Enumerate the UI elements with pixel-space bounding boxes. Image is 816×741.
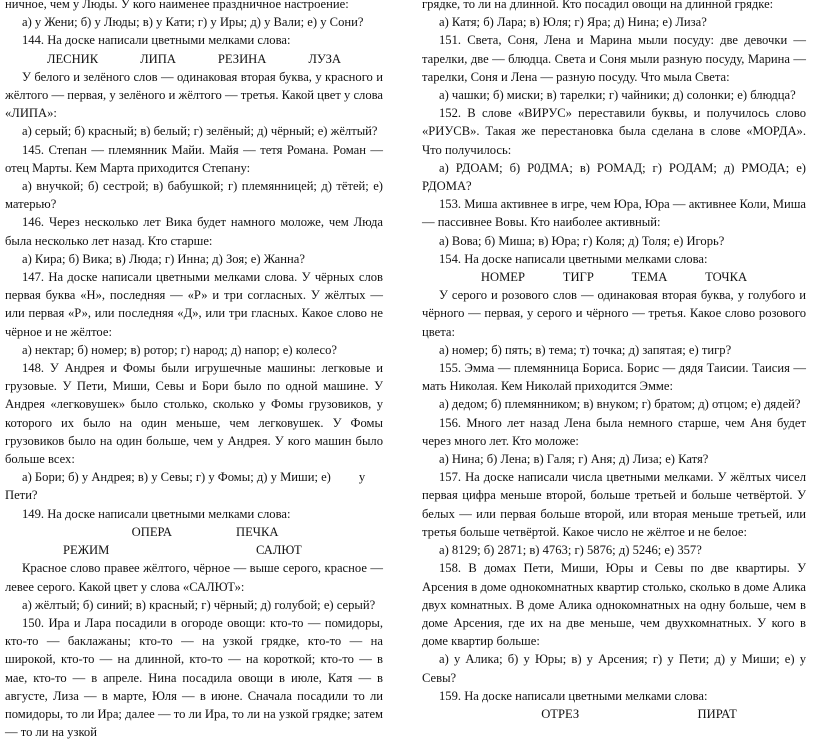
question-149: 149. На доске написали цветными мелками слова: <box>22 506 291 521</box>
word: ТОЧКА <box>705 270 748 285</box>
question-149-text: Красное слово правее жёлтого, чёрное — выше серого, красное — левее серого. Какой цвет у слова «САЛЮТ»: <box>5 561 383 594</box>
word-list-154 <box>422 268 806 286</box>
answer-text: а) Бори; б) у Андрея; в) у Севы; г) у Фомы; д) у Миши; е) <box>22 470 331 485</box>
answer-text: у <box>358 470 366 485</box>
word-list-159 <box>422 705 806 723</box>
right-column <box>422 0 806 723</box>
question-150: 150. Ира и Лара посадили в огороде овощи: кто-то — помидоры, кто-то — баклажаны; кто-то — на узкой грядке, кто-то — на широкой, кто-то — на длинной, кто-то — на короткой; кто-то — в мае, кто-то — в апреле. Нина посадила овощи в июле, Катя — в августе, Лиза — в марте, Юля — в июне. Сначала посадили то ли помидоры, то ли Ира; далее — то ли Ира, то ли на узкой грядке; затем — то ли на узкой <box>5 615 383 740</box>
question-159: 159. На доске написали цветными мелками слова: <box>439 688 708 703</box>
word: ЛИПА <box>140 51 176 66</box>
answer-options: а) жёлтый; б) синий; в) красный; г) чёрный; д) голубой; е) серый? <box>22 597 376 612</box>
answer-options: а) у Алика; б) у Юры; в) у Арсения; г) у Пети; д) у Миши; е) у Севы? <box>422 652 806 685</box>
question-157: 157. На доске написали числа цветными мелками. У жёлтых чисел первая цифра меньше второй, больше третьей и больше четвёртой. У белых — или первая больше второй, или вторая меньше третьей, или третья больше четвёртой. Какое число не жёлтое и не белое: <box>422 470 806 539</box>
answer-options: а) номер; б) пять; в) тема; т) точка; д) запятая; е) тигр? <box>439 342 732 357</box>
answer-options: а) серый; б) красный; в) белый; г) зелёный; д) чёрный; е) жёлтый? <box>22 124 378 139</box>
question-155: 155. Эмма — племянница Бориса. Борис — дядя Таисии. Таисия — мать Николая. Кем Николай приходится Эмме: <box>422 361 806 394</box>
word: РЕЗИНА <box>217 51 267 66</box>
answer-options: а) РДОАМ; б) Р0ДМА; в) РОМАД; г) РОДАМ; д) РМОДА; е) РДОМА? <box>422 160 806 194</box>
word: НОМЕР <box>480 270 525 285</box>
answer-options: а) нектар; б) номер; в) ротор; г) народ; д) напор; е) колесо? <box>22 342 337 357</box>
text-line: грядке, то ли на длинной. Кто посадил овощи на длинной грядке: <box>422 0 774 11</box>
word: ОТРЕЗ <box>541 706 580 721</box>
answer-options: а) Катя; б) Лара; в) Юля; г) Яра; д) Нина; е) Лиза? <box>439 15 707 30</box>
question-151: 151. Света, Соня, Лена и Марина мыли посуду: две девочки — тарелки, две — блюдца. Света и Соня мыли разную посуду, Марина — тарелки, Соня и Лена — разную посуду. Что мыла Света: <box>422 33 806 84</box>
answer-options: а) Кира; б) Вика; в) Люда; г) Инна; д) Зоя; е) Жанна? <box>22 251 305 266</box>
question-154-text: У серого и розового слов — одинаковая вторая буква, у голубого и чёрного — первая, у серого и чёрного — третья. Какое слово розового цвета: <box>422 288 806 339</box>
word: ПИРАТ <box>697 706 737 721</box>
word-list-144 <box>5 50 383 68</box>
question-145: 145. Степан — племянник Майи. Майя — тетя Романа. Роман — отец Марты. Кем Марта приходится Степану: <box>5 142 383 175</box>
answer-options: а) Вова; б) Миша; в) Юра; г) Коля; д) Толя; е) Игорь? <box>439 233 725 248</box>
question-156: 156. Много лет назад Лена была немного старше, чем Аня будет через много лет. Кто моложе: <box>422 415 806 448</box>
answer-options: а) 8129; б) 2871; в) 4763; г) 5876; д) 5246; е) 357? <box>439 543 702 558</box>
question-147: 147. На доске написали цветными мелками слова. У чёрных слов первая буква «Н», последняя — «Р» и три согласных. У жёлтых — или первая «Р», или последняя «Д», или три гласных. Какое слово не чёрное и не жёлтое: <box>5 270 383 339</box>
word: ОПЕРА <box>131 524 172 539</box>
question-158: 158. В домах Пети, Миши, Юры и Севы по две квартиры. У Арсения в доме однокомнатных квартир столько, сколько в доме Алика двух комнатных. В доме Алика однокомнатных на одну больше, чем в доме Арсения, где их на две меньше, чем двухкомнатных. У кого в доме квартир больше: <box>422 561 806 649</box>
answer-options: а) дедом; б) племянником; в) внуком; г) братом; д) отцом; е) дядей? <box>439 397 801 412</box>
answer-options-continued: Пети? <box>5 488 38 503</box>
question-148: 148. У Андрея и Фомы были игрушечные машины: легковые и грузовые. У Пети, Миши, Севы и Бори было по одной машине. У Андрея «легковушек» было столько, сколько у Фомы грузовиков, у которого их было на один меньше, чем легковушек. У Фомы грузовиков было на один больше, чем у Андрея. У кого машин было больше всех: <box>5 361 383 467</box>
answer-options: а) у Жени; б) у Люды; в) у Кати; г) у Иры; д) у Вали; е) у Сони? <box>22 15 364 30</box>
answer-options <box>5 468 383 486</box>
left-column <box>5 0 383 741</box>
question-153: 153. Миша активнее в игре, чем Юра, Юра — активнее Коли, Миша — пассивнее Вовы. Кто наиболее активный: <box>422 197 806 230</box>
answer-options: а) чашки; б) миски; в) тарелки; г) чайники; д) солонки; е) блюдца? <box>439 88 796 103</box>
question-144-text: У белого и зелёного слов — одинаковая вторая буква, у красного и жёлтого — первая, у зелёного и жёлтого — третья. Какой цвет у слова «ЛИПА»: <box>5 69 383 121</box>
word: РЕЖИМ <box>63 543 110 558</box>
question-146: 146. Через несколько лет Вика будет намного моложе, чем Люда была несколько лет назад. Кто старше: <box>5 215 383 248</box>
word: ПЕЧКА <box>236 524 279 539</box>
question-152: 152. В слове «ВИРУС» переставили буквы, и получилось слово «РИУСВ». Такая же перестановка была сделана в слове «МОРДА». Что получилось: <box>422 106 806 157</box>
question-144: 144. На доске написали цветными мелками слова: <box>22 33 291 48</box>
word: ТЕМА <box>631 270 668 285</box>
answer-options: а) Нина; б) Лена; в) Галя; г) Аня; д) Лиза; е) Катя? <box>439 452 709 467</box>
word: ЛУЗА <box>308 51 342 66</box>
word: САЛЮТ <box>256 543 302 558</box>
word: ЛЕСНИК <box>46 51 99 66</box>
word: ТИГР <box>562 270 594 285</box>
text-line: ничное, чем у Люды. У кого наименее праздничное настроение: <box>5 0 349 11</box>
answer-options: а) внучкой; б) сестрой; в) бабушкой; г) племянницей; д) тётей; е) матерью? <box>5 179 383 212</box>
word-grid-149 <box>5 523 383 559</box>
question-154: 154. На доске написали цветными мелками слова: <box>439 251 708 266</box>
